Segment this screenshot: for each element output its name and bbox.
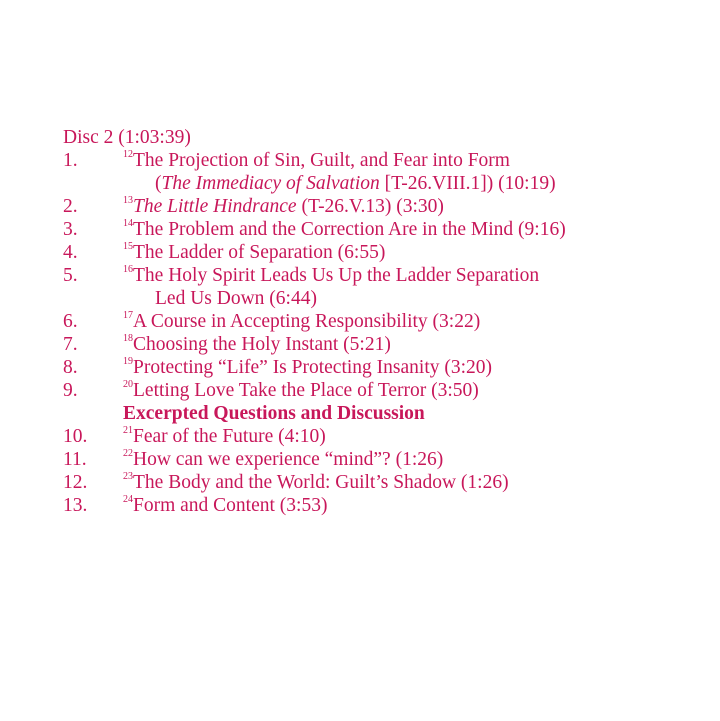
track-title — [123, 241, 385, 264]
track-title-text: Choosing the Holy Instant (5:21) — [133, 334, 391, 355]
track-title — [123, 471, 509, 494]
track-number: 1. — [63, 150, 78, 171]
footnote-number: 20 — [123, 379, 133, 390]
track-title-text: A Course in Accepting Responsibility (3:22) — [133, 311, 481, 332]
track-title — [123, 149, 510, 172]
track-title — [123, 218, 566, 241]
track-title — [123, 264, 539, 287]
track-title-text: Letting Love Take the Place of Terror (3:50) — [133, 380, 479, 401]
track-row — [63, 333, 703, 356]
footnote-number: 24 — [123, 494, 133, 505]
footnote-number: 17 — [123, 310, 133, 321]
track-number: 6. — [63, 311, 78, 332]
track-title-text: The Holy Spirit Leads Us Up the Ladder Separation — [133, 265, 540, 286]
paren-open: ( — [155, 173, 162, 194]
track-number: 7. — [63, 334, 78, 355]
track-title-text: The Projection of Sin, Guilt, and Fear into Form — [133, 150, 510, 171]
track-title-text: Form and Content (3:53) — [133, 495, 328, 516]
track-row — [63, 241, 703, 264]
track-title — [123, 333, 391, 356]
track-number: 8. — [63, 357, 78, 378]
track-title-text: Fear of the Future (4:10) — [133, 426, 326, 447]
track-title — [123, 310, 480, 333]
track-title-italic: The Immediacy of Salvation — [161, 173, 380, 194]
track-row — [63, 195, 703, 218]
track-title-text: (T-26.V.13) (3:30) — [296, 196, 444, 217]
track-row — [63, 149, 703, 172]
track-number: 12. — [63, 472, 88, 493]
footnote-number: 12 — [123, 149, 133, 160]
track-row — [63, 379, 703, 402]
footnote-number: 18 — [123, 333, 133, 344]
track-title — [123, 195, 444, 218]
track-title-text: The Problem and the Correction Are in the Mind (9:16) — [133, 219, 566, 240]
track-row — [63, 494, 703, 517]
track-number: 13. — [63, 495, 88, 516]
track-listing — [63, 126, 703, 517]
track-row — [63, 471, 703, 494]
track-number: 10. — [63, 426, 88, 447]
footnote-number: 16 — [123, 264, 133, 275]
footnote-number: 13 — [123, 195, 133, 206]
footnote-number: 23 — [123, 471, 133, 482]
track-row — [63, 356, 703, 379]
track-continuation — [63, 287, 703, 310]
track-number: 4. — [63, 242, 78, 263]
footnote-number: 15 — [123, 241, 133, 252]
track-number: 2. — [63, 196, 78, 217]
track-title-text: The Body and the World: Guilt’s Shadow (1:26) — [133, 472, 509, 493]
track-title — [123, 356, 492, 379]
track-title-continued — [155, 172, 556, 195]
track-title — [123, 448, 443, 471]
track-row — [63, 425, 703, 448]
track-title-italic: The Little Hindrance — [133, 196, 297, 217]
track-title — [123, 494, 327, 517]
disc-title — [63, 126, 703, 149]
footnote-number: 19 — [123, 356, 133, 367]
track-row — [63, 310, 703, 333]
footnote-number: 22 — [123, 448, 133, 459]
footnote-number: 14 — [123, 218, 133, 229]
disc-title-text: Disc 2 (1:03:39) — [63, 127, 191, 148]
track-title-text: Protecting “Life” Is Protecting Insanity (3:20) — [133, 357, 493, 378]
section-heading-row — [63, 402, 703, 425]
section-heading: Excerpted Questions and Discussion — [123, 403, 425, 424]
track-continuation — [63, 172, 703, 195]
track-row — [63, 218, 703, 241]
track-number: 3. — [63, 219, 78, 240]
track-title — [123, 425, 326, 448]
track-title — [123, 379, 479, 402]
track-title-continued: Led Us Down (6:44) — [155, 288, 317, 309]
track-title-text: How can we experience “mind”? (1:26) — [133, 449, 444, 470]
track-row — [63, 448, 703, 471]
track-number: 5. — [63, 265, 78, 286]
track-row — [63, 264, 703, 287]
footnote-number: 21 — [123, 425, 133, 436]
track-title-text: The Ladder of Separation (6:55) — [133, 242, 386, 263]
track-number: 9. — [63, 380, 78, 401]
track-title-rest: [T-26.VIII.1]) (10:19) — [379, 173, 556, 194]
track-number: 11. — [63, 449, 87, 470]
